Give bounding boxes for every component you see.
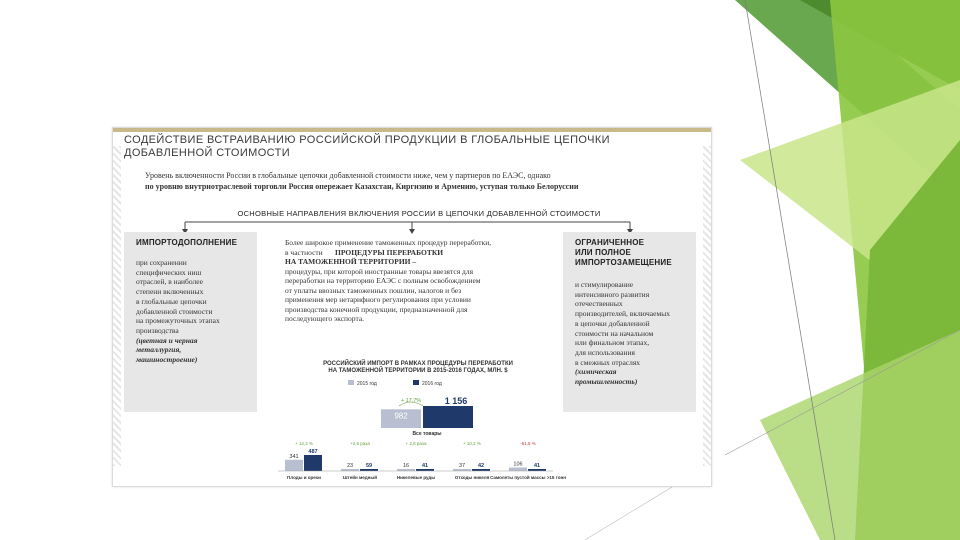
bar-2015 [285, 460, 303, 471]
mid-line: Более широкое применение таможенных процедур переработки, [285, 238, 492, 247]
bar-2016 [360, 469, 378, 471]
bar-2015 [397, 469, 415, 471]
bar-2016 [472, 469, 490, 471]
bar-label-2015: 341 [289, 453, 299, 460]
import-supplement-text [136, 258, 220, 365]
processing-procedure-text [285, 238, 547, 324]
right-line: и стимулирование [575, 280, 634, 289]
main-bar-2016 [423, 406, 473, 428]
import-supplement-title: ИМПОРТОДОПОЛНЕНИЕ [136, 238, 238, 247]
bar-2016 [528, 469, 546, 471]
bar-change: + 2,6 раза [405, 441, 427, 446]
bar-label-2016: 487 [308, 449, 318, 455]
right-line: стоимости на начальном [575, 328, 654, 338]
bar-change: + 10,2 % [463, 441, 481, 446]
right-line: в смежных отраслях [575, 357, 641, 367]
right-example: (химическая [575, 367, 617, 377]
main-label-2015: 982 [394, 411, 408, 421]
bar-label-2015: 37 [458, 463, 466, 469]
category-label: Отходы никеля [454, 475, 490, 480]
mid-desc: процедуры, при которой иностранные товары ввезятся для [285, 266, 474, 276]
left-example: металлургия, [136, 345, 182, 355]
legend-swatch-2015 [348, 380, 354, 385]
main-category: Все товары [412, 431, 442, 437]
category-label: Штейн медный [343, 475, 377, 480]
mid-desc: переработки на территорию ЕАЭС с полным освобождением [285, 276, 481, 285]
bar-label-2016: 42 [477, 463, 485, 469]
bar-change: +2,6 раза [350, 441, 370, 446]
title-line-1: СОДЕЙСТВИЕ ВСТРАИВАНИЮ РОССИЙСКОЙ ПРОДУКЦИИ В ГЛОБАЛЬНЫЕ ЦЕПОЧКИ [124, 134, 610, 146]
bar-change: -61,5 % [520, 441, 536, 446]
right-line: или финальном этапах, [575, 338, 650, 348]
right-line: для использования [575, 347, 635, 357]
left-line: производства [136, 325, 179, 335]
bar-2015 [341, 469, 359, 471]
slide-image [112, 127, 712, 487]
left-line: добавленной стоимости [136, 306, 213, 316]
bar-label-2015: 16 [402, 463, 410, 469]
bar-label-2016: 59 [365, 463, 373, 469]
bar-label-2015: 106 [513, 461, 523, 468]
right-example: промышленность) [575, 377, 638, 387]
left-line: специфических ниш [136, 267, 202, 277]
legend-label-2015: 2015 год [357, 381, 377, 387]
right-line: интенсивного развития [575, 289, 650, 299]
bar-label-2015: 23 [346, 463, 354, 469]
bar-change: + 14,3 % [295, 441, 313, 446]
bar-2016 [304, 455, 322, 471]
right-line: производителей, включаемых [575, 309, 670, 319]
import-chart [273, 378, 566, 486]
legend-swatch-2016 [413, 380, 419, 385]
directions-header: ОСНОВНЫЕ НАПРАВЛЕНИЯ ВКЛЮЧЕНИЯ РОССИИ В ЦЕПОЧКИ ДОБАВЛЕННОЙ СТОИМОСТИ [237, 209, 601, 218]
bar-label-2016: 41 [533, 463, 541, 469]
left-line: степени включенных [136, 287, 204, 297]
mid-highlight-1: ПРОЦЕДУРЫ ПЕРЕРАБОТКИ [335, 247, 444, 257]
right-line: отечественных [575, 299, 623, 309]
mid-highlight-2: НА ТАМОЖЕННОЙ ТЕРРИТОРИИ – [285, 257, 417, 266]
direction-arrows [113, 128, 711, 248]
import-substitution-title: ОГРАНИЧЕННОЕ ИЛИ ПОЛНОЕ ИМПОРТОЗАМЕЩЕНИЕ [575, 238, 672, 267]
mid-desc: последующего экспорта. [285, 314, 365, 323]
left-line: на промежуточных этапах [136, 316, 220, 326]
legend-label-2016: 2016 год [422, 381, 442, 387]
bar-2016 [416, 469, 434, 471]
main-change: + 17,7% [400, 398, 422, 404]
category-label: Самолеты пустой массы >15 тонн [490, 475, 566, 480]
left-example: (цветная и черная [136, 335, 198, 345]
category-label: Никелевые руды [396, 475, 436, 480]
bar-label-2016: 41 [421, 463, 429, 469]
mid-desc: производства конечной продукции, предназначенной для [285, 304, 468, 314]
intro-line-2: по уровню внутриотраслевой торговли Россия опережает Казахстан, Киргизию и Армению, уступая только Белоруссии [145, 182, 579, 191]
left-line: при сохранении [136, 258, 187, 267]
mid-line: в частности [285, 247, 323, 257]
bar-2015 [509, 468, 527, 471]
import-supplement-panel [124, 232, 257, 412]
title-line-2: ДОБАВЛЕННОЙ СТОИМОСТИ [124, 147, 291, 159]
left-line: в глобальные цепочки [136, 296, 207, 306]
mid-desc: применения мер нетарифного регулирования при условии [285, 295, 471, 304]
mid-desc: от уплаты ввозных таможенных пошлин, налогов и без [285, 285, 462, 295]
right-line: в цепочки добавленной [575, 318, 650, 328]
left-example: машиностроение) [136, 355, 198, 365]
import-substitution-text [575, 280, 670, 387]
bar-2015 [453, 469, 471, 471]
main-label-2016: 1 156 [444, 396, 468, 406]
left-line: отраслей, в наиболее [136, 277, 203, 287]
import-substitution-panel [563, 232, 696, 412]
chart-title: РОССИЙСКИЙ ИМПОРТ В РАМКАХ ПРОЦЕДУРЫ ПЕРЕРАБОТКИ НА ТАМОЖЕННОЙ ТЕРРИТОРИИ В 2015-2016 ГОДАХ, МЛН. $ [323, 361, 513, 374]
category-label: Плоды и орехи [287, 475, 321, 480]
green-shape-6 [760, 330, 960, 540]
intro-line-1: Уровень включенности России в глобальные цепочки добавленной стоимости ниже, чем у партнеров по ЕАЭС, однако [145, 171, 551, 180]
